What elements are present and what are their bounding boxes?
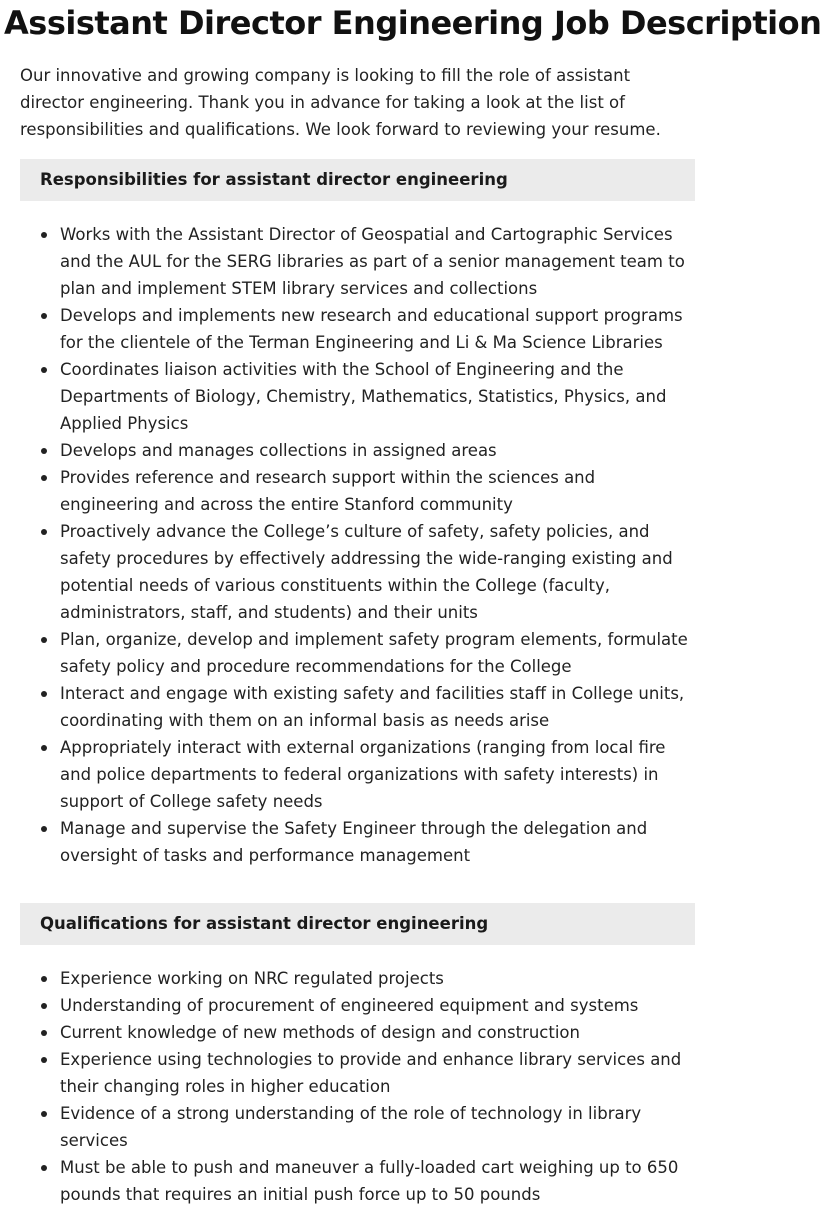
list-item: Understanding of procurement of engineered equipment and systems xyxy=(60,992,698,1019)
list-item: Develops and manages collections in assigned areas xyxy=(60,437,698,464)
list-item: Appropriately interact with external organizations (ranging from local fire and police departments to federal organizations with safety interests) in support of College safety needs xyxy=(60,734,698,815)
list-item: Interact and engage with existing safety and facilities staff in College units, coordinating with them on an informal basis as needs arise xyxy=(60,680,698,734)
list-item: Manage and supervise the Safety Engineer through the delegation and oversight of tasks and performance management xyxy=(60,815,698,869)
list-item: Experience working on NRC regulated projects xyxy=(60,965,698,992)
list-item: Develops and implements new research and educational support programs for the clientele of the Terman Engineering and Li & Ma Science Libraries xyxy=(60,302,698,356)
qualifications-list xyxy=(20,965,698,1208)
list-item: Must be able to push and maneuver a fully-loaded cart weighing up to 650 pounds that requires an initial push force up to 50 pounds xyxy=(60,1154,698,1208)
responsibilities-heading: Responsibilities for assistant director engineering xyxy=(20,159,695,201)
page-title: Assistant Director Engineering Job Description xyxy=(4,4,821,42)
list-item: Evidence of a strong understanding of the role of technology in library services xyxy=(60,1100,698,1154)
section-spacer xyxy=(0,869,720,887)
list-item: Experience using technologies to provide and enhance library services and their changing roles in higher education xyxy=(60,1046,698,1100)
list-item: Current knowledge of new methods of design and construction xyxy=(60,1019,698,1046)
responsibilities-list xyxy=(20,221,698,869)
list-item: Plan, organize, develop and implement safety program elements, formulate safety policy and procedure recommendations for the College xyxy=(60,626,698,680)
list-item: Proactively advance the College’s culture of safety, safety policies, and safety procedures by effectively addressing the wide-ranging existing and potential needs of various constituents within the College (faculty, administrators, staff, and students) and their units xyxy=(60,518,698,626)
qualifications-heading: Qualifications for assistant director engineering xyxy=(20,903,695,945)
intro-paragraph: Our innovative and growing company is looking to fill the role of assistant director engineering. Thank you in advance for taking a look at the list of responsibilities and qualifications. We look forward to reviewing your resume. xyxy=(20,66,661,139)
list-item: Provides reference and research support within the sciences and engineering and across the entire Stanford community xyxy=(60,464,698,518)
list-item: Works with the Assistant Director of Geospatial and Cartographic Services and the AUL for the SERG libraries as part of a senior management team to plan and implement STEM library services and collections xyxy=(60,221,698,302)
list-item: Coordinates liaison activities with the School of Engineering and the Departments of Biology, Chemistry, Mathematics, Statistics, Physics, and Applied Physics xyxy=(60,356,698,437)
